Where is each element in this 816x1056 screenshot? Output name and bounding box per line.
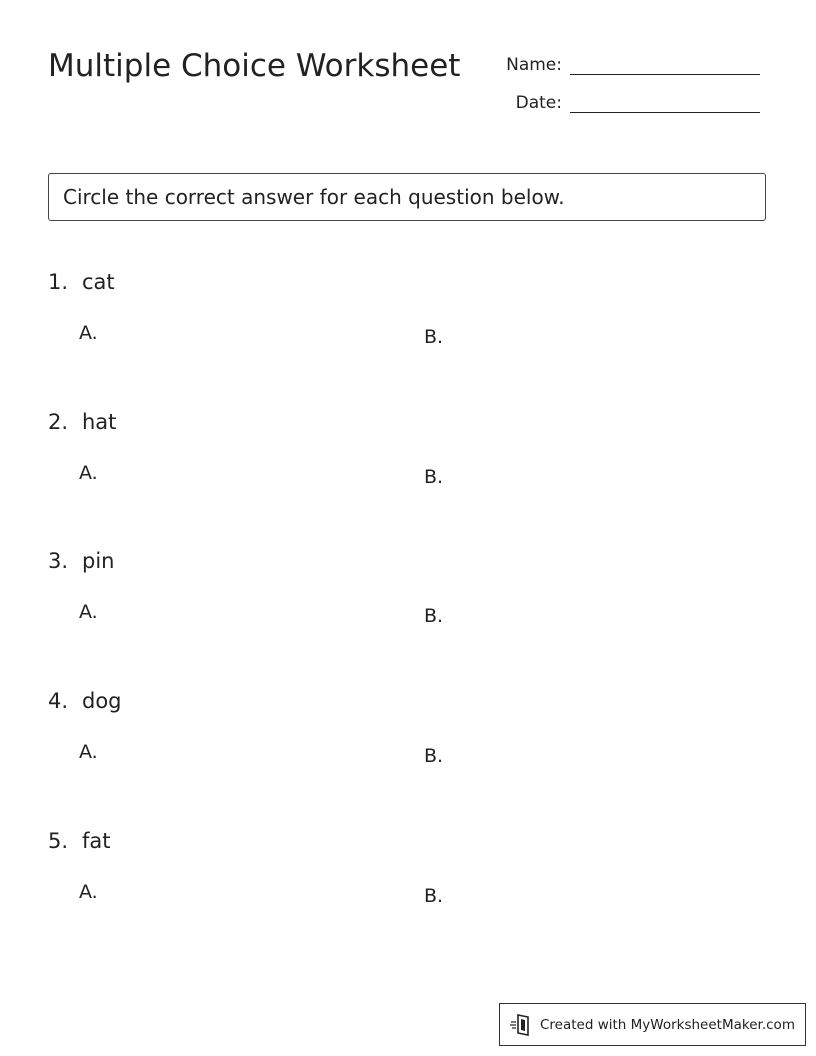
worksheet-maker-logo-icon (510, 1013, 532, 1037)
question-number: 2. (48, 410, 69, 434)
option-b[interactable]: B. (424, 326, 444, 348)
question-word: dog (82, 689, 122, 713)
date-line[interactable] (570, 90, 760, 113)
name-field (490, 52, 760, 75)
page-title: Multiple Choice Worksheet (48, 48, 461, 84)
name-line[interactable] (570, 52, 760, 75)
question-2 (48, 410, 766, 510)
option-a[interactable]: A. (79, 601, 98, 623)
option-b[interactable]: B. (424, 466, 444, 488)
question-number: 5. (48, 829, 69, 853)
option-b[interactable]: B. (424, 745, 444, 767)
question-word: pin (82, 549, 115, 573)
option-a[interactable]: A. (79, 741, 98, 763)
option-b[interactable]: B. (424, 885, 444, 907)
date-field (490, 90, 760, 113)
question-1 (48, 270, 766, 370)
question-3 (48, 549, 766, 649)
instructions-text: Circle the correct answer for each question below. (63, 185, 565, 209)
footer-text: Created with MyWorksheetMaker.com (540, 1016, 795, 1033)
footer-badge[interactable] (499, 1003, 806, 1046)
question-number: 4. (48, 689, 69, 713)
instructions-box (48, 173, 766, 221)
option-a[interactable]: A. (79, 462, 98, 484)
date-label: Date: (515, 93, 562, 113)
name-label: Name: (506, 55, 562, 75)
question-5 (48, 829, 766, 929)
option-b[interactable]: B. (424, 605, 444, 627)
question-word: cat (82, 270, 115, 294)
question-4 (48, 689, 766, 789)
question-word: fat (82, 829, 111, 853)
option-a[interactable]: A. (79, 881, 98, 903)
option-a[interactable]: A. (79, 322, 98, 344)
question-number: 1. (48, 270, 69, 294)
question-number: 3. (48, 549, 69, 573)
question-word: hat (82, 410, 117, 434)
